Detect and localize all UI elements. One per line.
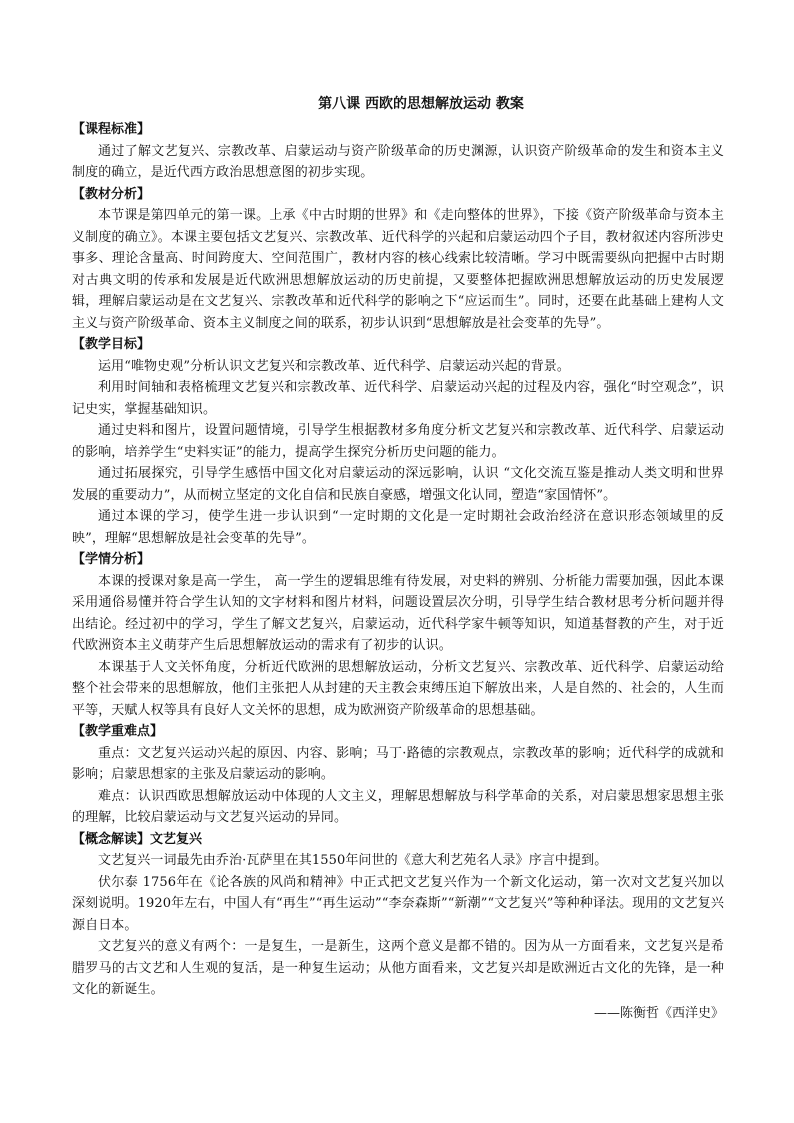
- paragraph: 重点：文艺复兴运动兴起的原因、内容、影响；马丁·路德的宗教观点，宗教改革的影响；近代科学的成就和影响；启蒙思想家的主张及启蒙运动的影响。: [72, 745, 724, 782]
- section-curriculum-standard: [72, 119, 724, 184]
- paragraph: 通过史料和图片，设置问题情境，引导学生根据教材多角度分析文艺复兴和宗教改革、近代科学、启蒙运动的影响，培养学生“史料实证”的能力，提高学生探究分析历史问题的能力。: [72, 423, 724, 460]
- paragraph: 本节课是第四单元的第一课。上承《中古时期的世界》和《走向整体的世界》，下接《资产阶级革命与资本主义制度的确立》。本课主要包括文艺复兴、宗教改革、近代科学的兴起和启蒙运动四个子目，教材叙述内容所涉史事多、理论含量高、时间跨度大、空间范围广，教材内容的核心线索比较清晰。学习中既需要纵向把握中古时期对古典文明的传承和发展是近代欧洲思想解放运动的历史前提，又要整体把握欧洲思想解放运动的历史发展逻辑，理解启蒙运动是在文艺复兴、宗教改革和近代科学的影响之下“应运而生”。同时，还要在此基础上建构人文主义与资产阶级革命、资本主义制度之间的联系，初步认识到“思想解放是社会变革的先导”。: [72, 208, 724, 331]
- quote-source: ——陈衡哲《西洋史》: [593, 1005, 724, 1021]
- paragraph: 本课基于人文关怀角度，分析近代欧洲的思想解放运动，分析文艺复兴、宗教改革、近代科学、启蒙运动给整个社会带来的思想解放，他们主张把人从封建的天主教会束缚压迫下解放出来，人是自然的、社会的，人生而平等，天赋人权等具有良好人文关怀的思想，成为欧洲资产阶级革命的思想基础。: [72, 659, 724, 718]
- paragraph: 本课的授课对象是高一学生， 高一学生的逻辑思维有待发展，对史料的辨别、分析能力需要加强，因此本课采用通俗易懂并符合学生认知的文字材料和图片材料，问题设置层次分明，引导学生结合教材思考分析问题并得出结论。经过初中的学习，学生了解文艺复兴，启蒙运动，近代科学家牛顿等知识，知道基督教的产生，对于近代欧洲资本主义萌芽产生后思想解放运动的需求有了初步的认识。: [72, 573, 724, 653]
- paragraph: 通过本课的学习，使学生进一步认识到“一定时期的文化是一定时期社会政治经济在意识形态领域里的反映”，理解“思想解放是社会变革的先导”。: [72, 509, 724, 546]
- paragraph: 难点：认识西欧思想解放运动中体现的人文主义，理解思想解放与科学革命的关系，对启蒙思想家思想主张的理解，比较启蒙运动与文艺复兴运动的异同。: [72, 788, 724, 825]
- paragraph: 运用“唯物史观”分析认识文艺复兴和宗教改革、近代科学、启蒙运动兴起的背景。: [98, 358, 570, 374]
- paragraph: 通过拓展探究，引导学生感悟中国文化对启蒙运动的深远影响，认识 “文化交流互鉴是推动人类文明和世界发展的重要动力”，从而树立坚定的文化自信和民族自豪感，增强文化认同，塑造“家国情怀”。: [72, 466, 724, 503]
- paragraph: 文艺复兴的意义有两个：一是复生，一是新生，这两个意义是都不错的。因为从一方面看来，文艺复兴是希腊罗马的古文艺和人生观的复活，是一种复生运动；从他方面看来，文艺复兴却是欧洲近古文化的先锋，是一种文化的新诞生。: [72, 939, 724, 997]
- section-heading: 【教材分析】: [72, 186, 151, 202]
- section-heading: 【课程标准】: [72, 122, 151, 137]
- section-heading: 【教学重难点】: [72, 724, 164, 739]
- paragraph: 利用时间轴和表格梳理文艺复兴和宗教改革、近代科学、启蒙运动兴起的过程及内容，强化“时空观念”，识记史实，掌握基础知识。: [72, 380, 724, 417]
- section-heading: 【概念解读】文艺复兴: [72, 831, 203, 847]
- section-teaching-objectives: [72, 334, 724, 549]
- section-concept-interpretation: [72, 829, 724, 1001]
- section-student-analysis: [72, 549, 724, 721]
- section-heading: 【学情分析】: [72, 552, 151, 567]
- paragraph: 伏尔泰 1756年在《论各族的风尚和精神》中正式把文艺复兴作为一个新文化运动，第一次对文艺复兴加以深刻说明。1920年左右，中国人有“再生”“再生运动”“李奈森斯”“新潮”“文艺复兴”等种种译法。现用的文艺复兴源自日本。: [72, 874, 724, 933]
- section-key-difficult-points: [72, 721, 724, 829]
- page-title: 第八课 西欧的思想解放运动 教案: [318, 96, 524, 112]
- paragraph: 通过了解文艺复兴、宗教改革、启蒙运动与资产阶级革命的历史渊源，认识资产阶级革命的发生和资本主义制度的确立，是近代西方政治思想意图的初步实现。: [72, 143, 724, 180]
- section-heading: 【教学目标】: [72, 337, 151, 352]
- paragraph: 文艺复兴一词最先由乔治·瓦萨里在其1550年问世的《意大利艺苑名人录》序言中提到。: [98, 853, 608, 868]
- section-textbook-analysis: [72, 184, 724, 335]
- document-content: [72, 93, 724, 1024]
